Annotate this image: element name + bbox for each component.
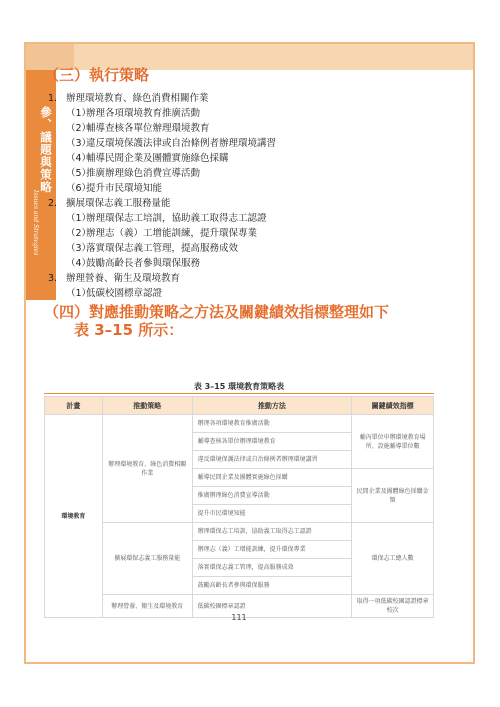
strategy-item: 3. 辦理營養、衛生及環境教育 xyxy=(48,273,181,284)
method-cell: 辦理環保志工培訓，協助義工取得志工認證 xyxy=(192,523,352,541)
method-cell: 鼓勵高齡長者參與環保服務 xyxy=(192,577,352,595)
method-cell: 推廣辦理綠色消費宣導活動 xyxy=(192,487,352,505)
chapter-title: 參、議題與策略 xyxy=(39,106,53,194)
sub-item: （6）提升市民環境知能 xyxy=(66,183,163,194)
header-kpi: 關鍵績效指標 xyxy=(352,397,434,415)
sub-item: （1）辦理環保志工培訓，協助義工取得志工認證 xyxy=(66,213,267,224)
sub-item: （2）辦理志（義）工增能訓練，提升環保專業 xyxy=(66,228,258,239)
sub-item: （2）輔導查核各單位辦理環境教育 xyxy=(66,123,210,134)
kpi-cell: 民間企業及團體綠色採購金額 xyxy=(352,469,434,523)
kpi-cell: 輔內單位申辦環境教育場所、設施輔導單位數 xyxy=(352,415,434,469)
strategy-cell: 擴展環保志義工服務量能 xyxy=(102,523,192,595)
table-caption: 表 3–15 環境教育策略表 xyxy=(193,382,285,391)
header-strategy: 推動策略 xyxy=(102,397,192,415)
header-method: 推動方法 xyxy=(192,397,352,415)
caption-divider xyxy=(44,393,434,394)
main-content xyxy=(44,64,434,345)
table-row xyxy=(45,523,434,541)
section-3-heading: （三）執行策略 xyxy=(44,66,150,84)
method-cell: 辦理各項環境教育推廣活動 xyxy=(192,415,352,433)
kpi-cell: 環保志工總人數 xyxy=(352,523,434,595)
sub-item: （4）鼓勵高齡長者參與環保服務 xyxy=(66,258,201,269)
header-plan: 計畫 xyxy=(45,397,103,415)
plan-cell: 環境教育 xyxy=(45,415,103,618)
sub-item: （1）低碳校園標章認證 xyxy=(66,288,163,299)
strategy-item: 1. 辦理環境教育、綠色消費相關作業 xyxy=(48,93,209,104)
sub-item: （3）違反環境保護法律或自治條例者辦理環境講習 xyxy=(66,138,277,149)
table-row xyxy=(45,415,434,433)
method-cell: 提升市民環境知能 xyxy=(192,505,352,523)
method-cell: 違反環境保護法律或自治條例者辦理環境講習 xyxy=(192,451,352,469)
sub-item: （1）辦理各項環境教育推廣活動 xyxy=(66,108,201,119)
method-cell: 低碳校園標章認證 xyxy=(192,595,352,618)
chapter-subtitle: Issues and Strategies xyxy=(32,190,39,256)
table-header-row xyxy=(45,397,434,415)
sub-item: （4）輔導民間企業及團體實施綠色採購 xyxy=(66,153,229,164)
method-cell: 落實環保志義工管理，提高服務成效 xyxy=(192,559,352,577)
sub-item: （3）落實環保志義工管理，提高服務成效 xyxy=(66,243,239,254)
strategy-item: 2. 擴展環保志義工服務量能 xyxy=(48,198,171,209)
sub-item: （5）推廣辦理綠色消費宣導活動 xyxy=(66,168,201,179)
kpi-cell: 取得一項低碳校園認證標章校次 xyxy=(352,595,434,618)
strategy-cell: 辦理營養、衛生及環境教育 xyxy=(102,595,192,618)
section-4-heading: （四）對應推動策略之方法及關鍵績效指標整理如下 表 3–15 所示： xyxy=(44,303,390,339)
method-cell: 辦理志（義）工增能訓練，提升環保專業 xyxy=(192,541,352,559)
page-number: 111 xyxy=(231,613,247,622)
strategy-table xyxy=(44,396,434,618)
method-cell: 輔導查核各單位辦理環境教育 xyxy=(192,433,352,451)
strategy-cell: 辦理環境教育、綠色消費相關作業 xyxy=(102,415,192,523)
method-cell: 輔導民間企業及團體實施綠色採購 xyxy=(192,469,352,487)
